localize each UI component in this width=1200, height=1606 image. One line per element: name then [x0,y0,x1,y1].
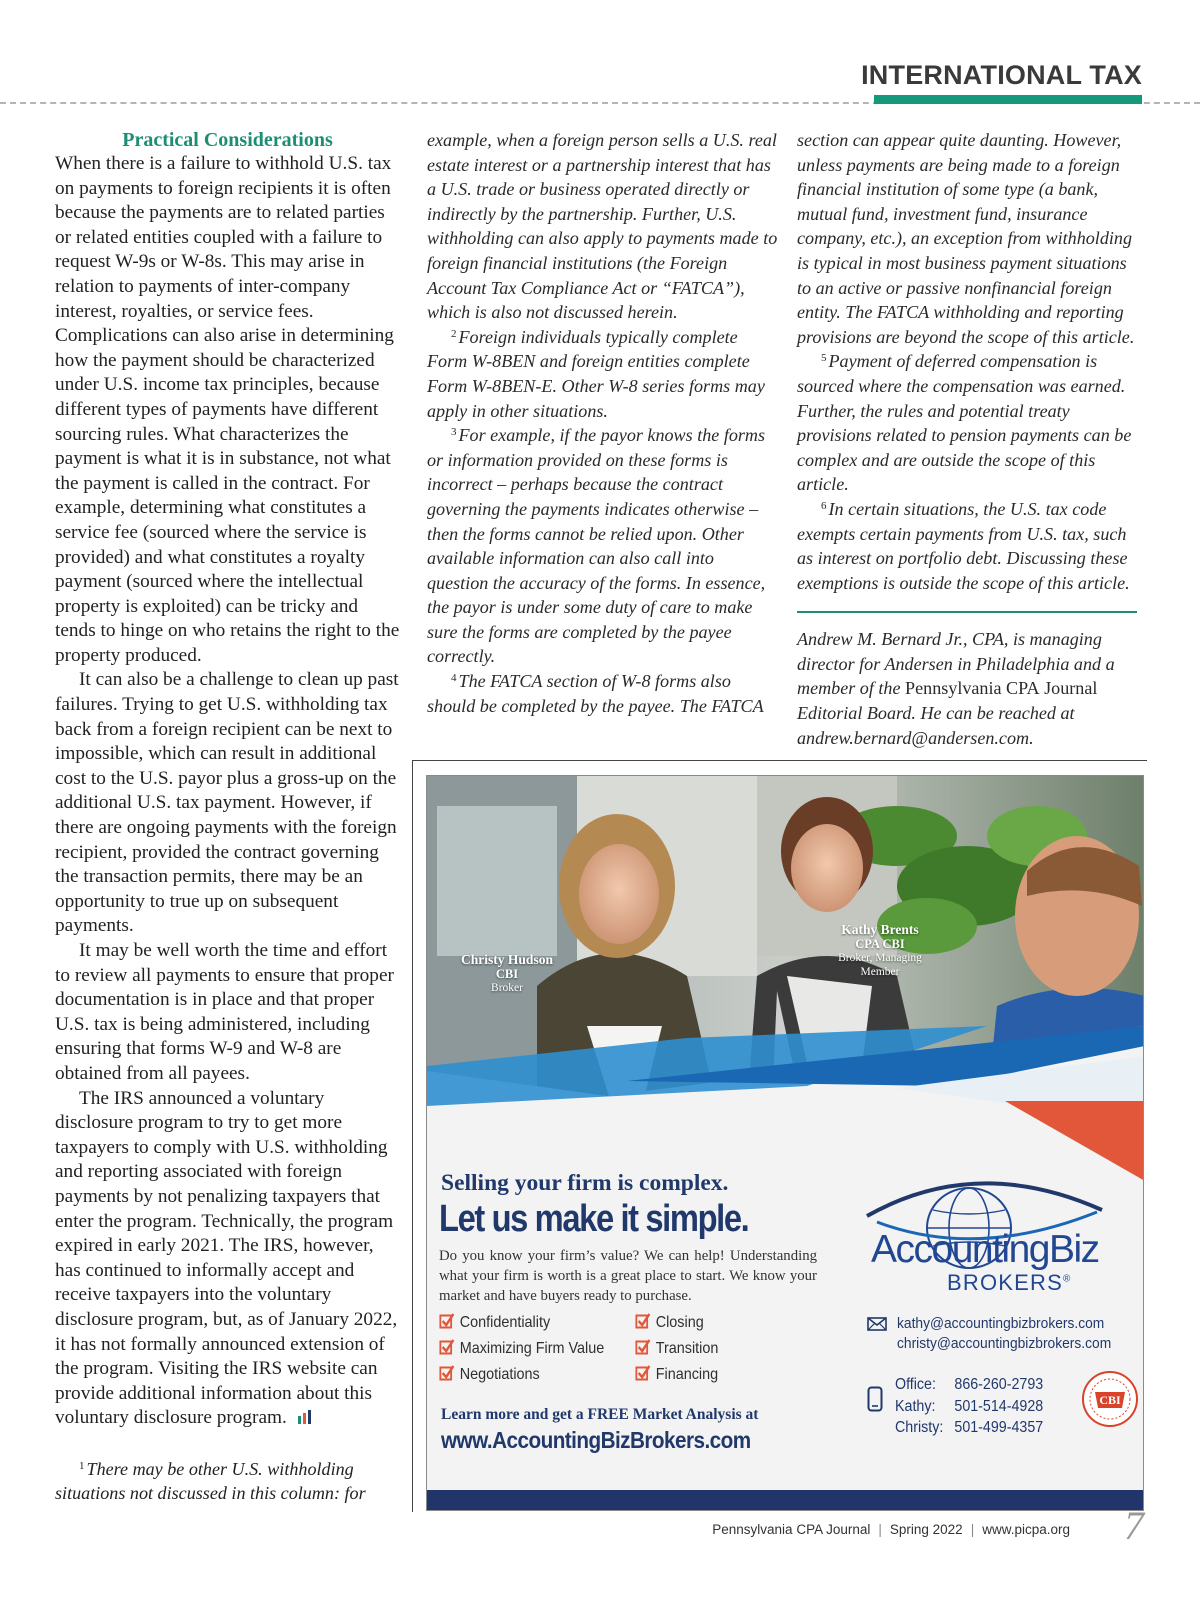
end-mark-icon [297,1410,313,1424]
phone-table [895,1374,1043,1439]
checkbox-icon [635,1338,651,1356]
article-paragraph-text: The IRS announced a voluntary disclosure program to try to get more taxpayers to comply with U.S. withholding and reporting associated with foreign payments by not penalizing taxpayers that enter the program. Technically, the program expired in early 2021. The IRS, however, has continued to informally accept and receive taxpayers into the voluntary disclosure program, but, as of January 2022, it has not formally announced extension of the program. Visiting the IRS website can provide additional information about this voluntary disclosure program. [55,1087,398,1429]
ad-cta-text: Learn more and get a FREE Market Analysis at [441,1406,759,1423]
ad-body: Do you know your firm’s value? We can help! Understanding what your firm is worth is a great place to start. We know your market and have buyers ready to purchase. [439,1248,817,1304]
footer-website[interactable]: www.picpa.org [982,1522,1070,1537]
phone-number[interactable]: 501-499-4357 [954,1419,1044,1436]
phone-row: Kathy: 501-514-4928 [895,1396,1043,1418]
article-subhead: Practical Considerations [122,129,333,151]
footer-issue: Spring 2022 [889,1522,963,1537]
ad-emails [867,1314,1130,1354]
page-footer: Pennsylvania CPA Journal | Spring 2022 | www.picpa.org [712,1522,1070,1537]
caption-christy: Christy Hudson CBI Broker [461,952,553,994]
feature-item: Negotiations [439,1364,540,1384]
footer-publication: Pennsylvania CPA Journal [712,1522,871,1537]
feature-item: Confidentiality [439,1312,550,1332]
feature-item: Transition [635,1338,718,1358]
article-paragraph: It may be well worth the time and effort to review all payments to ensure that proper documentation is in place and that proper U.S. tax is being administered, including ensuring that forms W-9 and W-8 are obtained from all payees. [55,940,394,1084]
bio-divider [797,611,1137,613]
footnote-3: $^3$ For example, if the payor knows the forms or information provided on these forms is incorrect – perhaps because the contract governing the payments indicates otherwise – then the forms cannot be relied upon. Other available information can also call into question the accuracy of the forms. In essence, the payor is under some duty of care to make sure the forms are completed by the payee correctly. [427,425,766,667]
article-paragraph: When there is a failure to withhold U.S. tax on payments to foreign recipients it is often because the payments are to related parties or related entities coupled with a failure to request W-9s or W-8s. This may arise in relation to payments of inter-company interest, royalties, or service fees. Complications can also arise in determining how the payment should be characterized under U.S. income tax principles, because different types of payments have different sourcing rules. What characterizes the payment is what it is in substance, not what the payment is called in the contract. For example, determining what constitutes a service fee (sourced where the service is provided) and what constitutes a royalty payment (sourced where the intellectual property is exploited) can be tricky and tends to hinge on who retains the right to the property produced. [55,153,400,666]
author-bio: Andrew M. Bernard Jr., CPA, is managing director for Andersen in Philadelphia and a member of the Pennsylvania CPA Journal Editorial Board. He can be reached at andrew.bernard@andersen.com. [797,629,1115,748]
checkbox-icon [439,1312,455,1330]
header-accent-bar [874,95,1142,104]
checkbox-icon [635,1364,651,1382]
logo-subtitle: BROKERS® [947,1270,1072,1295]
caption-kathy: Kathy Brents CPA CBI Broker, Managing Member [838,922,922,978]
seal-text: CBI [1099,1393,1121,1407]
article-paragraph: It can also be a challenge to clean up past failures. Trying to get U.S. withholding tax back from a foreign recipient can be next to impossible, which can result in additional cost to the U.S. payor plus a gross-up on the additional U.S. tax payment. However, if there are ongoing payments with the foreign recipient, provided the contract governing the transaction permits, there may be an opportunity to true up on subsequent payments. [55,669,399,937]
article-column-3 [797,128,1145,750]
phone-number[interactable]: 501-514-4928 [954,1397,1044,1415]
feature-item: Closing [635,1312,704,1332]
footnote-4-continued: section can appear quite daunting. However, unless payments are being made to a foreign financial institution of some type (a bank, mutual fund, investment fund, insurance company, etc.), an exception from withholding is typical in most business payment situations to an active or passive nonfinancial foreign entity. The FATCA withholding and reporting provisions are beyond the scope of this article. [797,130,1135,347]
phone-number[interactable]: 866-260-2793 [954,1376,1044,1393]
footnote-6: $^6$ In certain situations, the U.S. tax code exempts certain payments from U.S. tax, such as interest on portfolio debt. Discussing these exemptions is outside the scope of this article. [797,498,1130,593]
ad-banner-shapes [427,1026,1144,1106]
checkbox-icon [439,1338,455,1356]
checkbox-icon [439,1364,455,1382]
ad-headline-1: Selling your firm is complex. [441,1170,729,1196]
footnote-5: $^5$ Payment of deferred compensation is sourced where the compensation was earned. Further, the rules and potential treaty provisions related to pension payments can be complex and are outside the scope of this article. [797,351,1132,495]
article-column-1 [55,128,400,1506]
feature-item: Maximizing Firm Value [439,1338,604,1358]
ad-photo [427,776,1144,1106]
ad-phones [867,1374,1056,1439]
footnote-4: $^4$ The FATCA section of W-8 forms also should be completed by the payee. The FATCA [427,671,764,716]
section-title: INTERNATIONAL TAX [861,60,1142,90]
ad-headline-2: Let us make it simple. [439,1198,749,1240]
article-paragraph [55,1087,400,1431]
phone-row: Christy: 501-499-4357 [895,1417,1043,1439]
footnote-1: $^1$ There may be other U.S. withholding situations not discussed in this column: for [55,1458,366,1504]
article-column-2 [427,128,779,718]
phone-icon [867,1386,883,1412]
feature-item: Financing [635,1364,718,1384]
logo-wordmark: AccountingBiz [871,1228,1099,1271]
ad-bottom-bar [427,1490,1144,1510]
checkbox-icon [635,1312,651,1330]
cbi-seal-icon [1081,1370,1139,1428]
page-number: 7 [1124,1503,1144,1548]
mail-icon [867,1317,887,1331]
ad-website-link[interactable]: www.AccountingBizBrokers.com [441,1427,751,1453]
footnote-1-continued: example, when a foreign person sells a U.S. real estate interest or a partnership interest that has a U.S. trade or business operated directly or indirectly by the partnership. Further, U.S. withholding can also apply to payments made to foreign financial institutions (the Foreign Account Tax Compliance Act or “FATCA”), which is also not discussed herein. [427,130,778,323]
advertisement [426,775,1144,1511]
phone-row: Office: 866-260-2793 [895,1374,1043,1396]
footnote-2: $^2$ Foreign individuals typically complete Form W-8BEN and foreign entities complete Form W-8BEN-E. Other W-8 series forms may apply in other situations. [427,326,765,421]
email-christy[interactable]: christy@accountingbizbrokers.com [897,1335,1112,1352]
email-kathy[interactable]: kathy@accountingbizbrokers.com [897,1315,1105,1332]
